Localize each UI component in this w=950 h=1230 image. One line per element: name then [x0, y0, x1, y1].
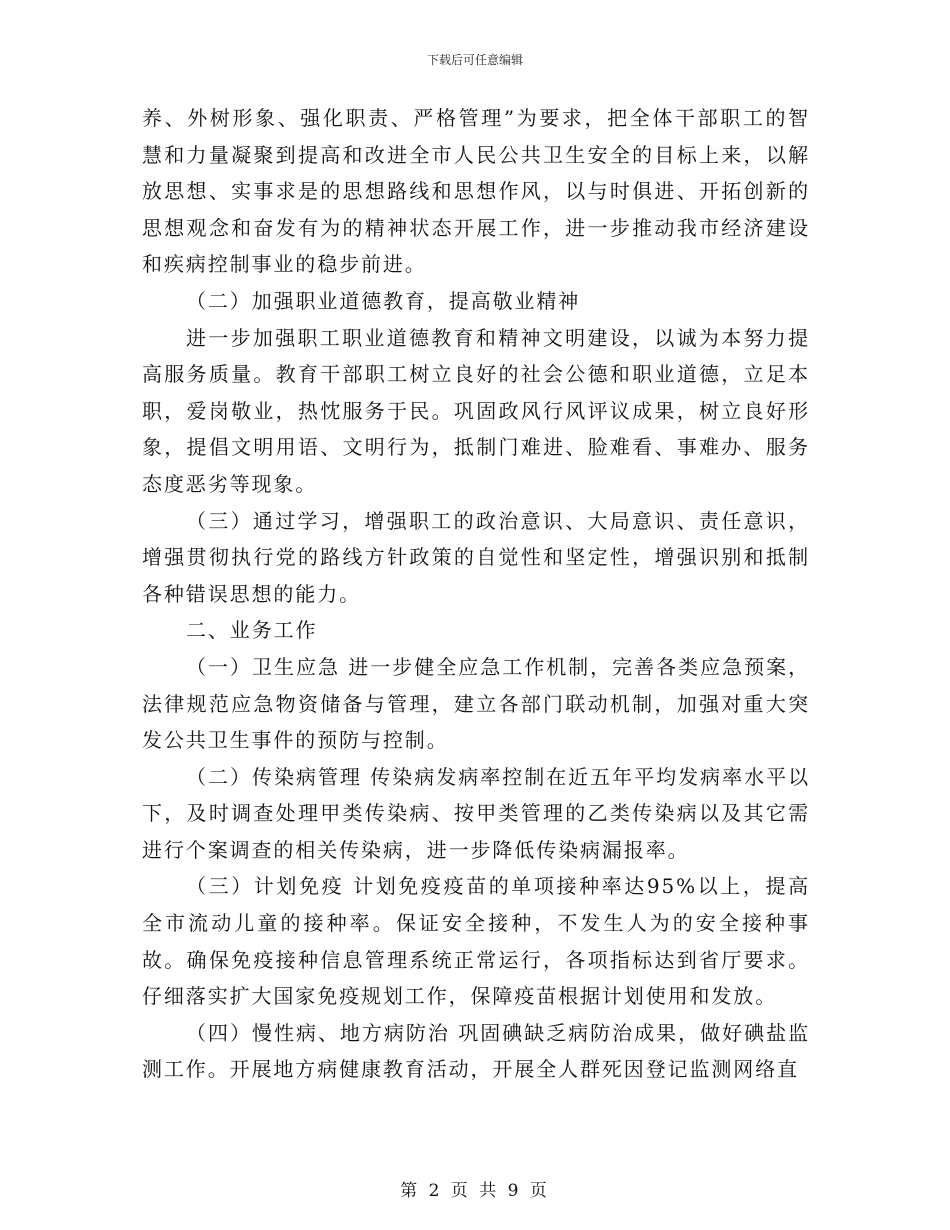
paragraph-political-awareness: （三）通过学习，增强职工的政治意识、大局意识、责任意识，增强贯彻执行党的路线方针政策的自觉性和坚定性，增强识别和抵制各种错误思想的能力。	[142, 508, 810, 606]
subheading-ethics-education: （二）加强职业道德教育，提高敬业精神	[186, 288, 581, 313]
paragraph-chronic-disease: （四）慢性病、地方病防治 巩固碘缺乏病防治成果，做好碘盐监测工作。开展地方病健康教育活动，开展全人群死因登记监测网络直	[142, 1020, 810, 1082]
section-heading-business-work: 二、业务工作	[186, 618, 318, 643]
paragraph-infectious-disease: （二）传染病管理 传染病发病率控制在近五年平均发病率水平以下，及时调查处理甲类传染病、按甲类管理的乙类传染病以及其它需进行个案调查的相关传染病，进一步降低传染病漏报率。	[142, 764, 810, 862]
page-header-note: 下载后可任意编辑	[426, 53, 523, 67]
paragraph-immunization: （三）计划免疫 计划免疫疫苗的单项接种率达95%以上，提高全市流动儿童的接种率。保证安全接种，不发生人为的安全接种事故。确保免疫接种信息管理系统正常运行，各项指标达到省厅要求。仔细落实扩大国家免疫规划工作，保障疫苗根据计划使用和发放。	[142, 874, 810, 1009]
paragraph-ethics-education: 进一步加强职工职业道德教育和精神文明建设，以诚为本努力提高服务质量。教育干部职工树立良好的社会公德和职业道德，立足本职，爱岗敬业，热忱服务于民。巩固政风行风评议成果，树立良好形象，提倡文明用语、文明行为，抵制门难进、脸难看、事难办、服务态度恶劣等现象。	[142, 325, 810, 496]
page-number: 第 2 页 共 9 页	[400, 1181, 550, 1201]
document-body	[142, 100, 810, 1088]
paragraph-continuation: 养、外树形象、强化职责、严格管理”为要求，把全体干部职工的智慧和力量凝聚到提高和改进全市人民公共卫生安全的目标上来，以解放思想、实事求是的思想路线和思想作风，以与时俱进、开拓创新的思想观念和奋发有为的精神状态开展工作，进一步推动我市经济建设和疾病控制事业的稳步前进。	[142, 106, 810, 277]
paragraph-health-emergency: （一）卫生应急 进一步健全应急工作机制，完善各类应急预案，法律规范应急物资储备与管理，建立各部门联动机制，加强对重大突发公共卫生事件的预防与控制。	[142, 654, 810, 753]
